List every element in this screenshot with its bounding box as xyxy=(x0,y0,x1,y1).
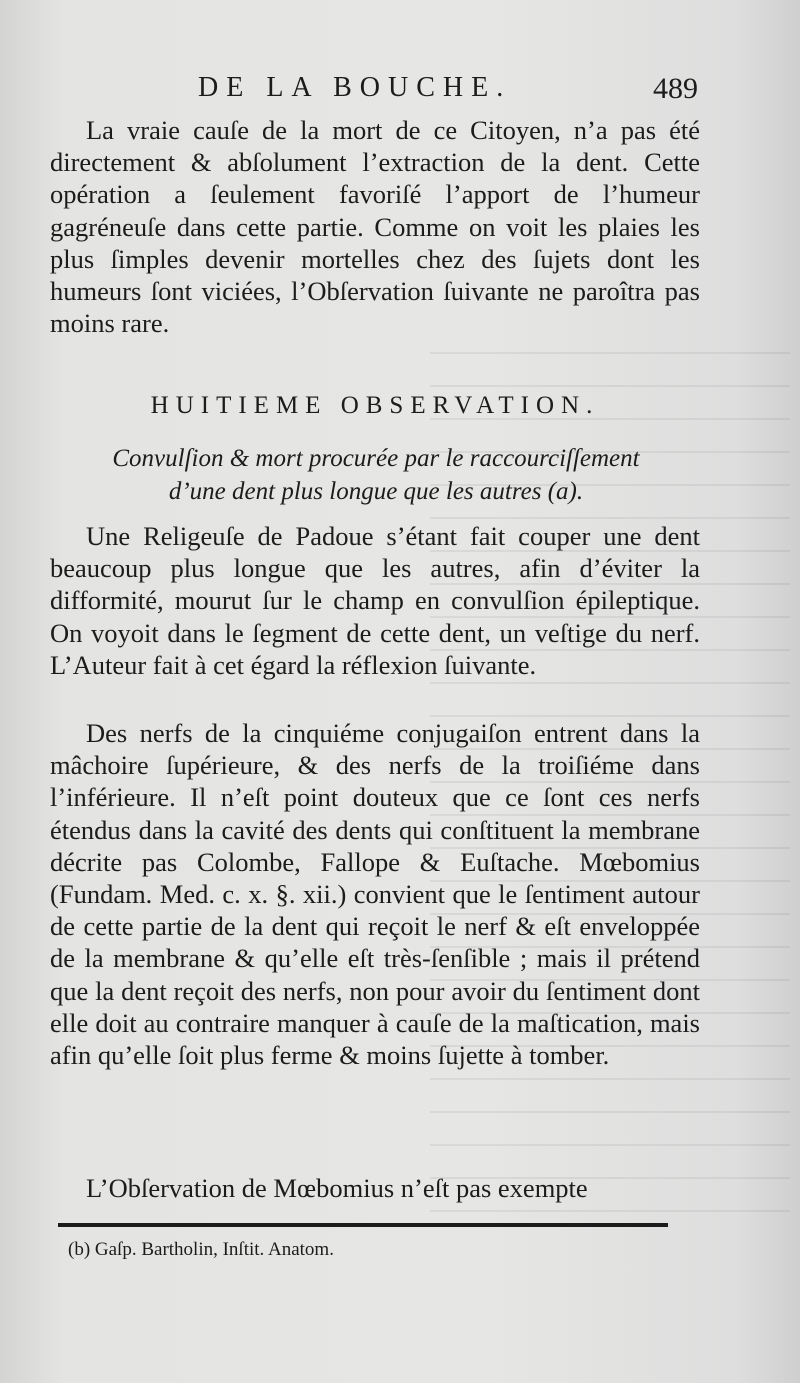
body-text-4 xyxy=(50,1172,700,1204)
footnote: (b) Gaſp. Bartholin, Inſtit. Anatom. xyxy=(68,1239,334,1260)
page-header xyxy=(198,72,698,112)
page-number: 489 xyxy=(653,72,698,105)
footnote-rule xyxy=(58,1223,668,1227)
paragraph: La vraie cauſe de la mort de ce Citoyen, n’a pas été directement & abſolument l’extraction de la dent. Cette opération a ſeulement favoriſé l’apport de l’humeur gagréneuſe dans cette partie. Comme on voit les plaies les plus ſimples devenir mortelles chez des ſujets dont les humeurs ſont viciées, l’Obſervation ſuivante ne paroîtra pas moins rare. xyxy=(50,115,700,339)
observation-subtitle xyxy=(50,442,702,508)
running-head: DE LA BOUCHE. xyxy=(198,72,512,103)
subtitle-line: d’une dent plus longue que les autres (a). xyxy=(168,478,584,505)
paragraph: Des nerfs de la cinquiéme conjugaiſon entrent dans la mâchoire ſupérieure, & des nerfs de la troiſiéme dans l’inférieure. Il n’eſt point douteux que ce ſont ces nerfs étendus dans la cavité des dents qui conſtituent la membrane décrite pas Colombe, Fallope & Euſtache. Mœbomius (Fundam. Med. c. x. §. xii.) convient que le ſentiment autour de cette partie de la dent qui reçoit le nerf & eſt enveloppée de la membrane & qu’elle eſt très-ſenſible ; mais il prétend que la dent reçoit des nerfs, non pour avoir du ſentiment dont elle doit au contraire manquer à cauſe de la maſtication, mais afin qu’elle ſoit plus ferme & moins ſujette à tomber. xyxy=(50,718,700,1071)
body-text-1 xyxy=(50,114,700,339)
body-text-3 xyxy=(50,717,700,1071)
paragraph: Une Religeuſe de Padoue s’étant fait couper une dent beaucoup plus longue que les autres, afin d’éviter la difformité, mourut ſur le champ en convulſion épileptique. On voyoit dans le ſegment de cette dent, un veſtige du nerf. L’Auteur fait à cet égard la réflexion ſuivante. xyxy=(50,521,700,680)
subtitle-line: Convulſion & mort procurée par le raccourciſſement xyxy=(112,445,640,472)
observation-heading: HUITIEME OBSERVATION. xyxy=(150,392,600,419)
paragraph: L’Obſervation de Mœbomius n’eſt pas exempte xyxy=(86,1173,588,1203)
body-text-2 xyxy=(50,520,700,681)
